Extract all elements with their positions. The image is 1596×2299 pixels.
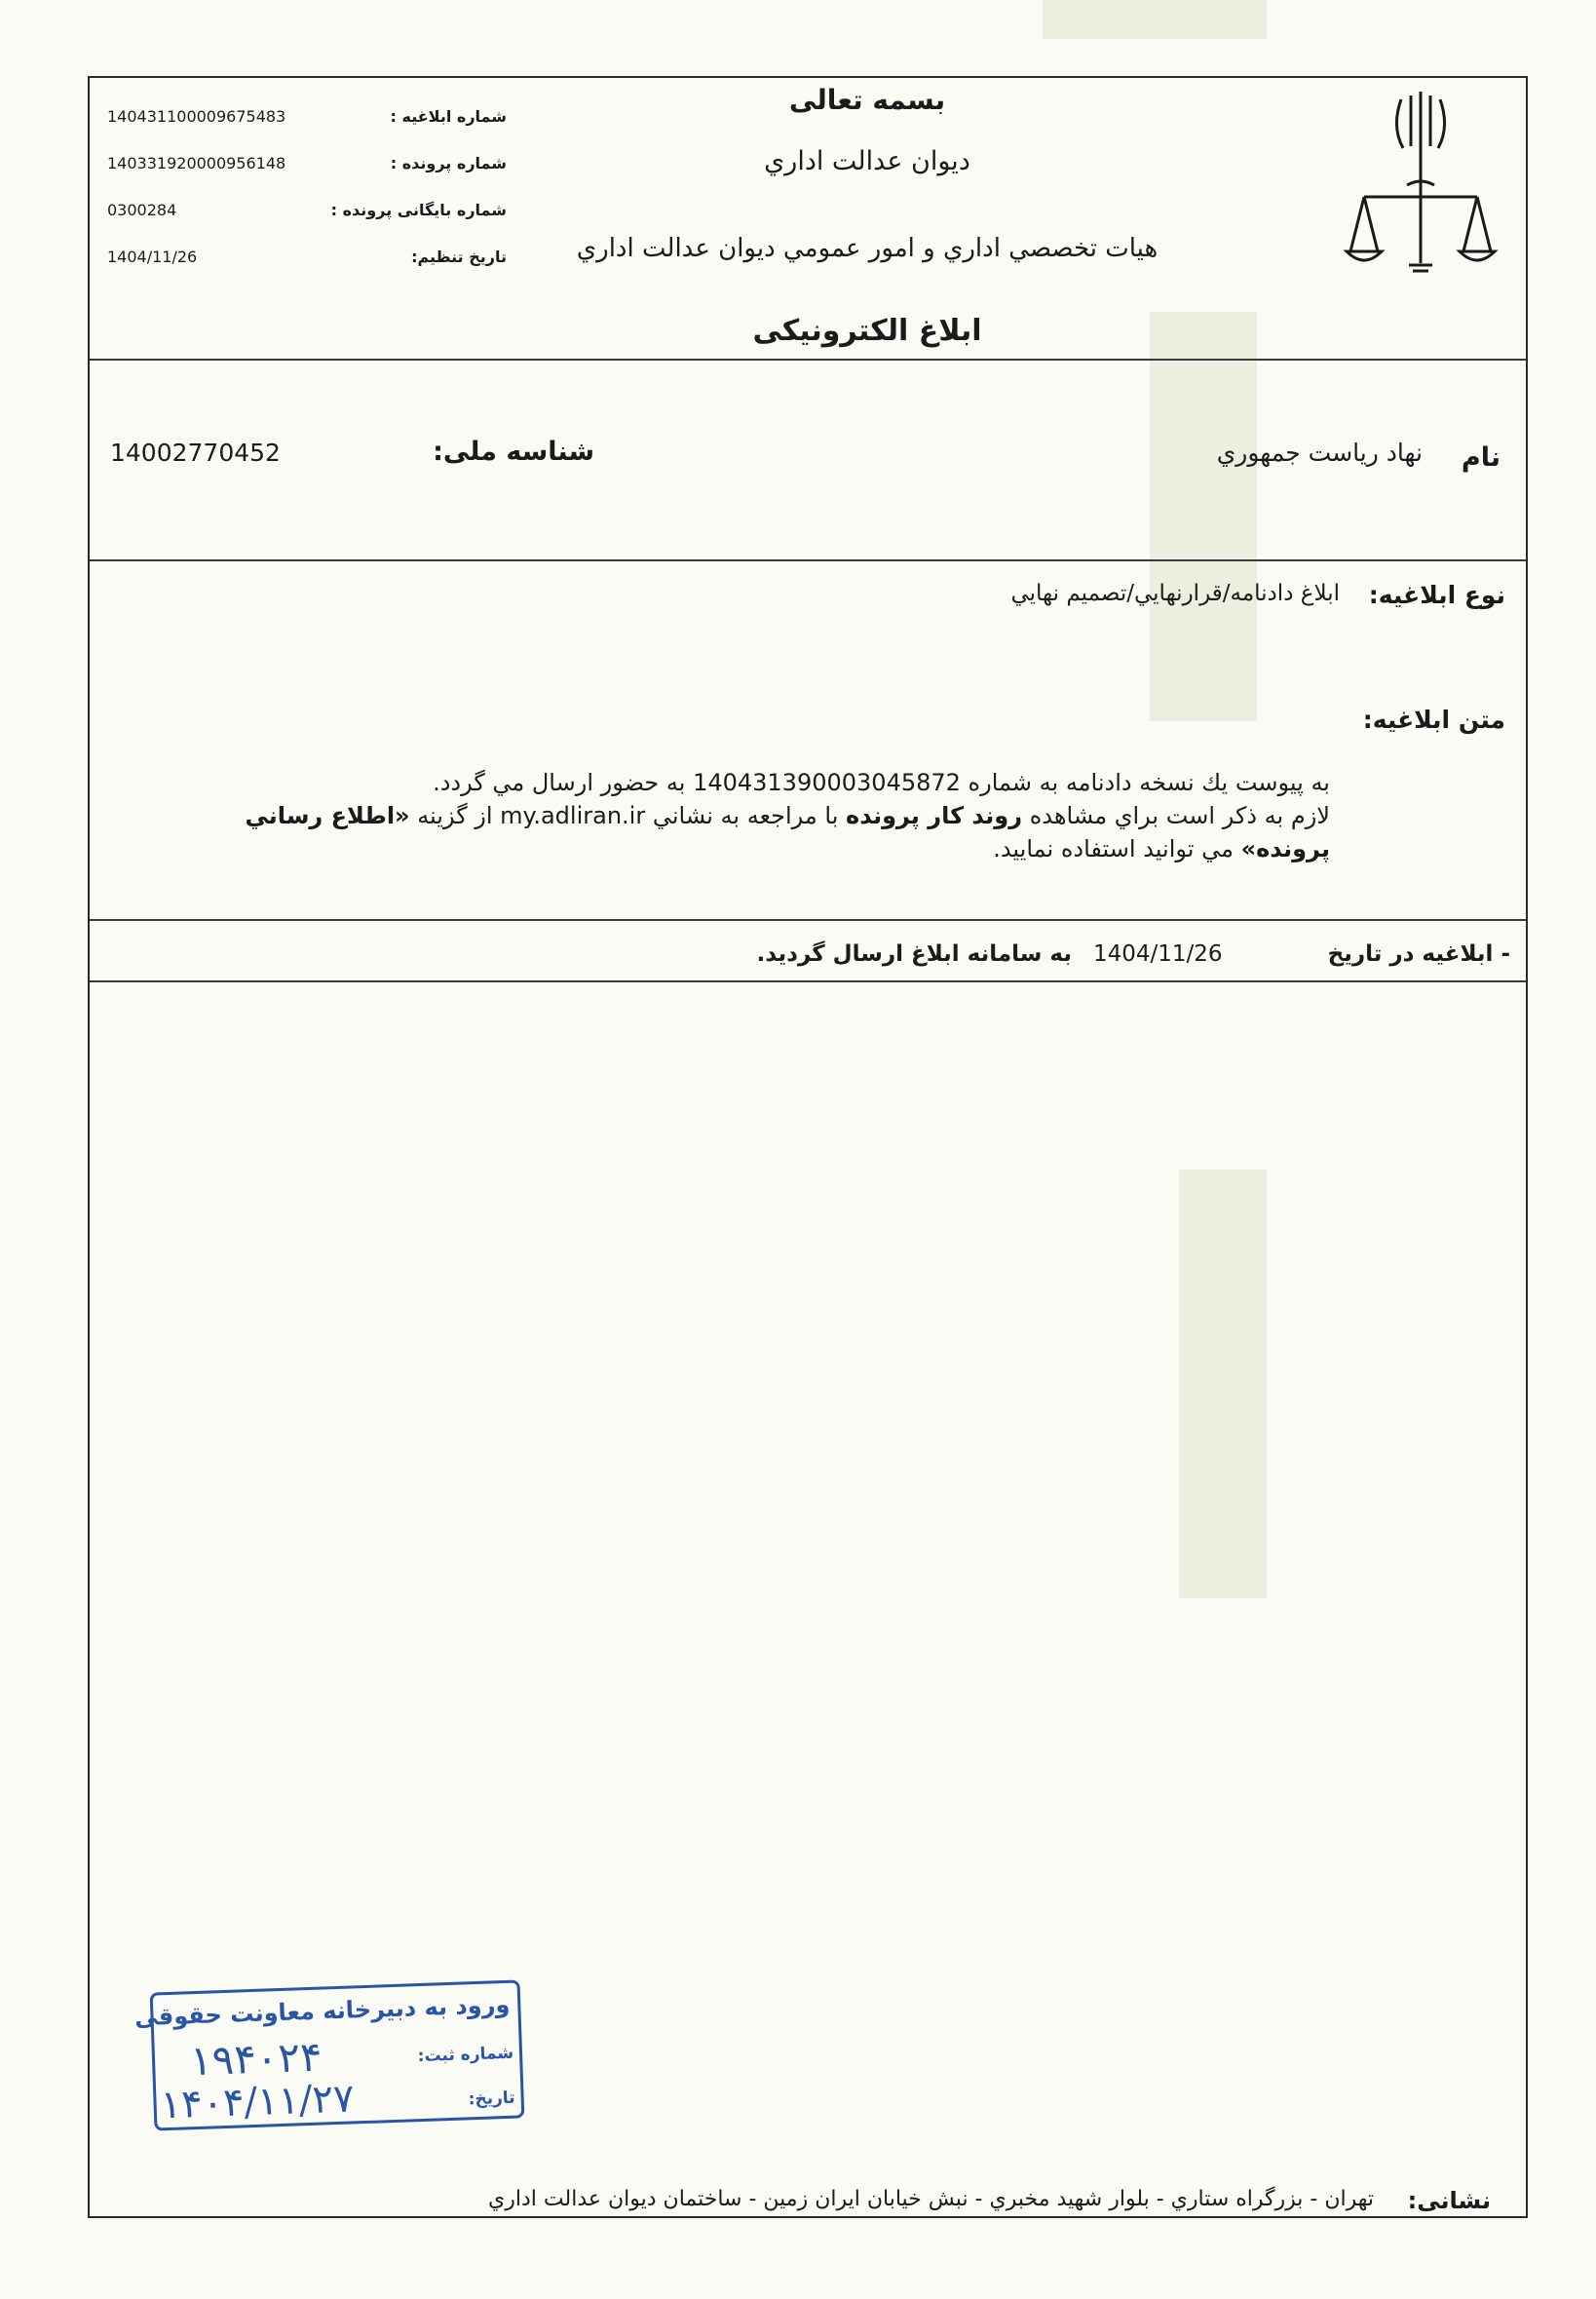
court-name: ديوان عدالت اداري (764, 146, 970, 176)
notice-text-label: متن ابلاغیه: (1362, 706, 1505, 734)
name-label: نام (1461, 442, 1501, 473)
delivery-prefix: - ابلاغیه در تاریخ (1327, 941, 1510, 967)
stamp-reg-label: شماره ثبت: (417, 2043, 514, 2067)
divider (90, 919, 1526, 921)
notice-line-3 (127, 832, 1330, 865)
notice-number-value: 140431100009675483 (107, 107, 286, 126)
notice-line-1: به پيوست يك نسخه دادنامه به شماره 140431390003045872 به حضور ارسال مي گردد. (433, 769, 1330, 796)
page-title: ابلاغ الکترونیکی (752, 314, 982, 348)
notice-body (127, 766, 1330, 865)
issue-date-label: تاریخ تنظیم: (411, 248, 507, 266)
issue-date-value: 1404/11/26 (107, 248, 198, 266)
archive-number-value: 0300284 (107, 201, 177, 219)
iran-emblem-icon (1343, 88, 1499, 279)
notice-number-label: شماره ابلاغیه : (390, 107, 507, 126)
national-id-label: شناسه ملی: (433, 437, 594, 467)
portal-link[interactable]: my.adliran.ir (500, 802, 646, 829)
board-name: هيات تخصصي اداري و امور عمومي ديوان عدالت اداري (576, 234, 1159, 263)
case-progress-term: روند كار پرونده (846, 802, 1023, 829)
stamp-date-label: تاریخ: (468, 2088, 515, 2110)
notice-line-2-e: از گزينه (417, 802, 493, 829)
case-number-value: 140331920000956148 (107, 154, 286, 172)
stamp-reg-value: ۱۹۴۰۲۴ (189, 2032, 323, 2086)
delivery-suffix: به سامانه ابلاغ ارسال گردید. (756, 941, 1072, 967)
address-label: نشانی: (1407, 2187, 1491, 2214)
secretariat-stamp (133, 1979, 525, 2130)
notice-line-2 (127, 799, 1330, 832)
notice-line-2-a: لازم به ذكر است براي مشاهده (1029, 802, 1330, 829)
case-info-option-term-end: پرونده» (1240, 835, 1330, 862)
case-number-label: شماره پرونده : (390, 154, 507, 172)
divider (90, 359, 1526, 361)
stamp-date-value: ۱۴۰۴/۱۱/۲۷ (159, 2076, 356, 2128)
notice-frame (88, 76, 1528, 2218)
notice-type-label: نوع ابلاغیه: (1368, 581, 1505, 609)
national-id-value: 14002770452 (110, 439, 281, 467)
notice-line-2-c: با مراجعه به نشاني (652, 802, 839, 829)
notice-type-value: ابلاغ دادنامه/قرارنهايي/تصميم نهايي (1010, 581, 1340, 606)
recipient-name: نهاد رياست جمهوري (1216, 439, 1423, 467)
address-value: تهران - بزرگراه ستاري - بلوار شهيد مخبري - نبش خيابان ايران زمين - ساختمان ديوان عدالت اداري (488, 2187, 1374, 2211)
notice-line-3-b: مي توانيد استفاده نماييد. (993, 835, 1234, 862)
invocation: بسمه تعالی (788, 84, 946, 116)
delivery-date: 1404/11/26 (1093, 941, 1223, 967)
case-info-option-term: «اطلاع رساني (245, 802, 410, 829)
stamp-title: ورود به دبیرخانه معاونت حقوقی (133, 1990, 511, 2032)
divider (90, 980, 1526, 982)
divider (90, 559, 1526, 561)
scan-shading (1043, 0, 1267, 39)
archive-number-label: شماره بایگانی پرونده : (330, 201, 507, 219)
